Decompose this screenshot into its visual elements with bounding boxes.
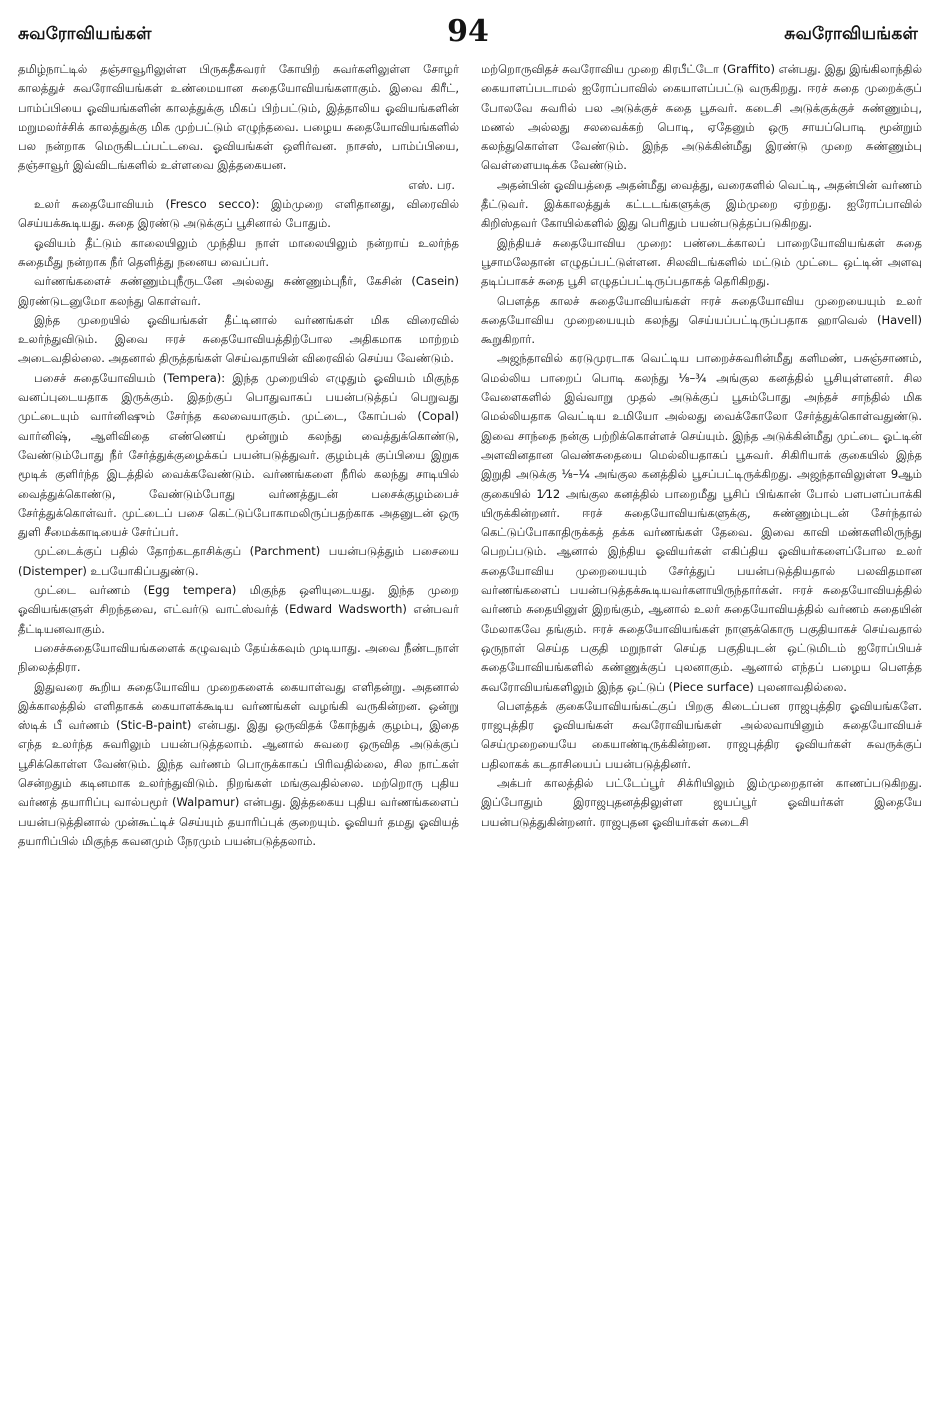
paragraph: அதன்பின் ஓவியத்தை அதன்மீது வைத்து, வரைகளில் வெட்டி, அதன்பின் வர்ணம் தீட்டுவர். இக்காலத்துக் கட்டடங்களுக்கு இம்முறை ஏற்றது. ஐரோப்பாவில் கிறிஸ்தவர் கோயில்களில் இது பெரிதும் பயன்படுத்தப்படுகிறது. — [481, 177, 922, 231]
paragraph: பசைச் சுதையோவியம் (Tempera): இந்த முறையில் எழுதும் ஓவியம் மிகுந்த வனப்புடையதாக இருக்கும். இதற்குப் பொதுவாகப் பயன்படுத்தப் பெறுவது முட்டையும் வார்னிஷும் சேர்ந்த கலவையாகும். முட்டை, கோப்பல் (Copal) வார்னிஷ், ஆளிவிதை எண்ணெய் மூன்றும் கலந்து வைத்துக்கொண்டு, வேண்டும்போது நீர் சேர்த்துக்குழைக்கப் பயன்படுத்துவர். குழம்புக் குப்பியை இறுக மூடிக் குளிர்ந்த இடத்தில் வைக்கவேண்டும். வர்ணங்களை நீரில் கலந்து சாடியில் வைத்துக்கொண்டு, வேண்டும்போது வர்ணத்துடன் பசைக்குழம்பைச் சேர்த்துக்கொள்வர். முட்டைப் பசை கெட்டுப்போகாமலிருப்பதற்காக அதனுடன் ஒரு துளி சீமைக்காடியைச் சேர்ப்பர். — [18, 370, 459, 540]
paragraph: இந்த முறையில் ஓவியங்கள் தீட்டினால் வர்ணங்கள் மிக விரைவில் உலர்ந்துவிடும். இவை ஈரச் சுதையோவியத்திற்போல அதிகமாக மாற்றம் அடைவதில்லை. அதனால் திருத்தங்கள் செய்வதாயின் விரைவில் செய்ய வேண்டும். — [18, 312, 459, 366]
author-signature: எஸ். பர. — [408, 177, 455, 192]
header-title-right: சுவரோவியங்கள் — [784, 24, 918, 44]
running-header — [18, 14, 918, 54]
paragraph: பௌத்தக் குகையோவியங்கட்குப் பிறகு கிடைப்பன ராஜபுத்திர ஓவியங்களே. ராஜபுத்திர ஓவியங்கள் சுவரோவியங்கள் அல்லவாயினும் சுதையோவியச் செய்முறையையே கையாண்டிருக்கின்றன. ராஜபுத்திர ஓவியர்கள் சுவருக்குப் பதிலாகக் கடதாசியைப் பயன்படுத்தினர். — [481, 698, 922, 771]
paragraph: தமிழ்நாட்டில் தஞ்சாவூரிலுள்ள பிருகதீசுவரர் கோயிற் சுவர்களிலுள்ள சோழர் காலத்துச் சுவரோவியங்கள் உண்மையான சுதையோவியங்களாகும். இவை கிரீட், பாம்ப்பியை ஓவியங்களின் காலத்துக்கு மிகப் பிற்பட்டும், இத்தாலிய ஓவியங்களின் மறுமலர்ச்சிக் காலத்துக்கு மிக முற்பட்டும் எழுந்தவை. பழைய சுதையோவியங்களில் பல நன்றாக மெருகிடப்பட்டவை. ஓவியங்கள் ஒளிர்வன. நாசஸ், பாம்ப்பியை, தஞ்சாவூர் இவ்விடங்களில் உள்ளவை இத்தகையன. — [18, 62, 459, 173]
paragraph: முட்டைக்குப் பதில் தோற்கடதாசிக்குப் (Parchment) பயன்படுத்தும் பசையை (Distemper) உபயோகிப்பதுண்டு. — [18, 544, 459, 578]
paragraph: முட்டை வர்ணம் (Egg tempera) மிகுந்த ஒளியுடையது. இந்த முறை ஓவியங்களுள் சிறந்தவை, எட்வர்டு வாட்ஸ்வர்த் (Edward Wadsworth) என்பவர் தீட்டியனவாகும். — [18, 583, 459, 636]
paragraph: பௌத்த காலச் சுதையோவியங்கள் ஈரச் சுதையோவிய முறையையும் உலர் சுதையோவிய முறையையும் கலந்து செய்யப்பட்டிருப்பதாக ஹாவெல் (Havell) கூறுகிறார். — [481, 293, 922, 347]
paragraph: ஓவியம் தீட்டும் காலையிலும் முந்திய நாள் மாலையிலும் நன்றாய் உலர்ந்த சுதைமீது நன்றாக நீர் தெளித்து நனைய வைப்பர். — [18, 235, 459, 269]
paragraph: உலர் சுதையோவியம் (Fresco secco): இம்முறை எளிதானது, விரைவில் செய்யக்கூடியது. சுதை இரண்டு அடுக்குப் பூசினால் போதும். — [18, 197, 459, 231]
paragraph: இதுவரை கூறிய சுதையோவிய முறைகளைக் கையாள்வது எளிதன்று. அதனால் இக்காலத்தில் எளிதாகக் கையாளக்கூடிய வர்ணங்கள் வழங்கி வருகின்றன. ஒன்று ஸ்டிக் பீ வர்ணம் (Stic-B-paint) என்பது. இது ஒருவிதக் கோந்துக் குழம்பு, இதை எந்த உலர்ந்த சுவரிலும் பயன்படுத்தலாம். ஆனால் சுவரை ஒருவித அடுக்குப் பூசிக்கொள்ள வேண்டும். இந்த வர்ணம் பொருக்காகப் பிரிவதில்லை, சில நாட்கள் சென்றதும் கடினமாக உலர்ந்துவிடும். நிறங்கள் மங்குவதில்லை. மற்றொரு புதிய வர்ணத் தயாரிப்பு வால்பமூர் (Walpamur) என்பது. இத்தகைய புதிய வர்ணங்களைப் பயன்படுத்தினால் முன்கூட்டிச் செய்யும் தயாரிப்புக் குறையும். ஓவியர் தமது ஓவியத் தயாரிப்பில் மிகுந்த கவனமும் நேரமும் பயன்படுத்தலாம். — [18, 679, 459, 848]
paragraph: வர்ணங்களைச் சுண்ணும்புநீருடனே அல்லது சுண்ணும்புநீர், கேசின் (Casein) இரண்டுடனுமோ கலந்து கொள்வர். — [18, 274, 459, 308]
left-column — [18, 60, 459, 1360]
page-number: 94 — [447, 14, 489, 49]
paragraph: அஜந்தாவில் கரடுமுரடாக வெட்டிய பாறைச்சுவரின்மீது களிமண், பசுஞ்சாணம், மெல்லிய பாறைப் பொடி கலந்து ⅛–¾ அங்குல கனத்தில் பூசியுள்ளனர். சில வேளைகளில் இவ்வாறு முதல் அடுக்குப் பூசும்போது அந்தச் சாந்தில் மிக மெல்லியதாக வெட்டிய உமியோ அல்லது வைக்கோலோ சேர்த்துக்கொள்வதுண்டு. இவை சாந்தை நன்கு பற்றிக்கொள்ளச் செய்யும். இந்த அடுக்கின்மீது முட்டை ஓட்டின் அளவினதான வெண்சுதையை மெல்லியதாகப் பூசுவர். சிகிரியாக் குகையில் இந்த இறுதி அடுக்கு ⅛–¼ அங்குல கனத்தில் பூசப்பட்டிருக்கிறது. அஜந்தாவிலுள்ள 9ஆம் குகையில் 1⁄12 அங்குல கனத்தில் பாறைமீது பூசிப் பிங்கான் போல் பளபளப்பாக்கி யிருக்கின்றனர். ஈரச் சுதையோவியங்களுக்கு, சுண்ணும்புடன் சேர்ந்தால் கெட்டுப்போகாதிருக்கத் தக்க வர்ணங்கள் தேவை. இவை காவி மண்களிலிருந்து பெறப்படும். ஆனால் இந்திய ஓவியர்கள் எகிப்திய ஓவியர்களைப்போல உலர் சுதையோவிய முறையையும் சேர்த்துப் பயன்படுத்தியதால் பலவிதமான வர்ணங்களைப் பயன்படுத்தக்கூடியவர்களாயிருந்தார்கள். ஈரச் சுதையோவியத்தில் வர்ணம் சுதையினுள் இறங்கும், ஆனால் உலர் சுதையோவியத்தில் வர்ணம் சுதையின் மேலாகவே தங்கும். ஈரச் சுதையோவியங்கள் நாளுக்கொரு பகுதியாகச் செய்வதால் ஒருநாள் செய்த பகுதி மறுநாள் செய்த பகுதியுடன் ஒட்டுமிடம் ஐரோப்பியச் சுதையோவியங்களில் கண்ணுக்குப் புலனாகும். ஆனால் எந்தப் பழைய பௌத்த சுவரோவியங்களிலும் இந்த ஒட்டுப் (Piece surface) புலனாவதில்லை. — [481, 351, 922, 694]
header-title-left: சுவரோவியங்கள் — [18, 24, 152, 44]
right-column — [481, 60, 922, 1360]
paragraph: பசைச்சுதையோவியங்களைக் கழுவவும் தேய்க்கவும் முடியாது. அவை நீண்டநாள் நிலைத்திரா. — [18, 640, 459, 675]
paragraph: அக்பர் காலத்தில் பட்டேப்பூர் சிக்ரியிலும் இம்முறைதான் காணப்படுகிறது. இப்போதும் இராஜபுதனத்திலுள்ள ஜயப்பூர் ஓவியர்கள் இதையே பயன்படுத்துகின்றனர். ராஜபுதன ஓவியர்கள் கடைசி — [481, 775, 922, 829]
paragraph: இந்தியச் சுதையோவிய முறை: பண்டைக்காலப் பாறையோவியங்கள் சுதை பூசாமலேதான் எழுதப்பட்டுள்ளன. சிலவிடங்களில் மட்டும் முட்டை ஒட்டின் அளவு தடிப்பாகச் சுதை பூசி எழுதப்பட்டிருப்பதாகத் தெரிகிறது. — [481, 235, 922, 289]
paragraph: மற்றொருவிதச் சுவரோவிய முறை கிரபீட்டோ (Graffito) என்பது. இது இங்கிலாந்தில் கையாளப்படாமல் ஐரோப்பாவில் கையாளப்பட்டு வருகிறது. ஈரச் சுதை முறைக்குப் போலவே சுவரில் பல அடுக்குச் சுதை பூசுவர். கடைசி அடுக்குக்குச் சுண்ணும்பு, மணல் அல்லது சலவைக்கற் பொடி, ஏதேனும் ஒரு சாயப்பொடி மூன்றும் கலந்துகொள்ள வேண்டும். இந்த அடுக்கின்மீது இரண்டு முறை சுண்ணும்பு வெள்ளையடிக்க வேண்டும். — [481, 62, 922, 173]
